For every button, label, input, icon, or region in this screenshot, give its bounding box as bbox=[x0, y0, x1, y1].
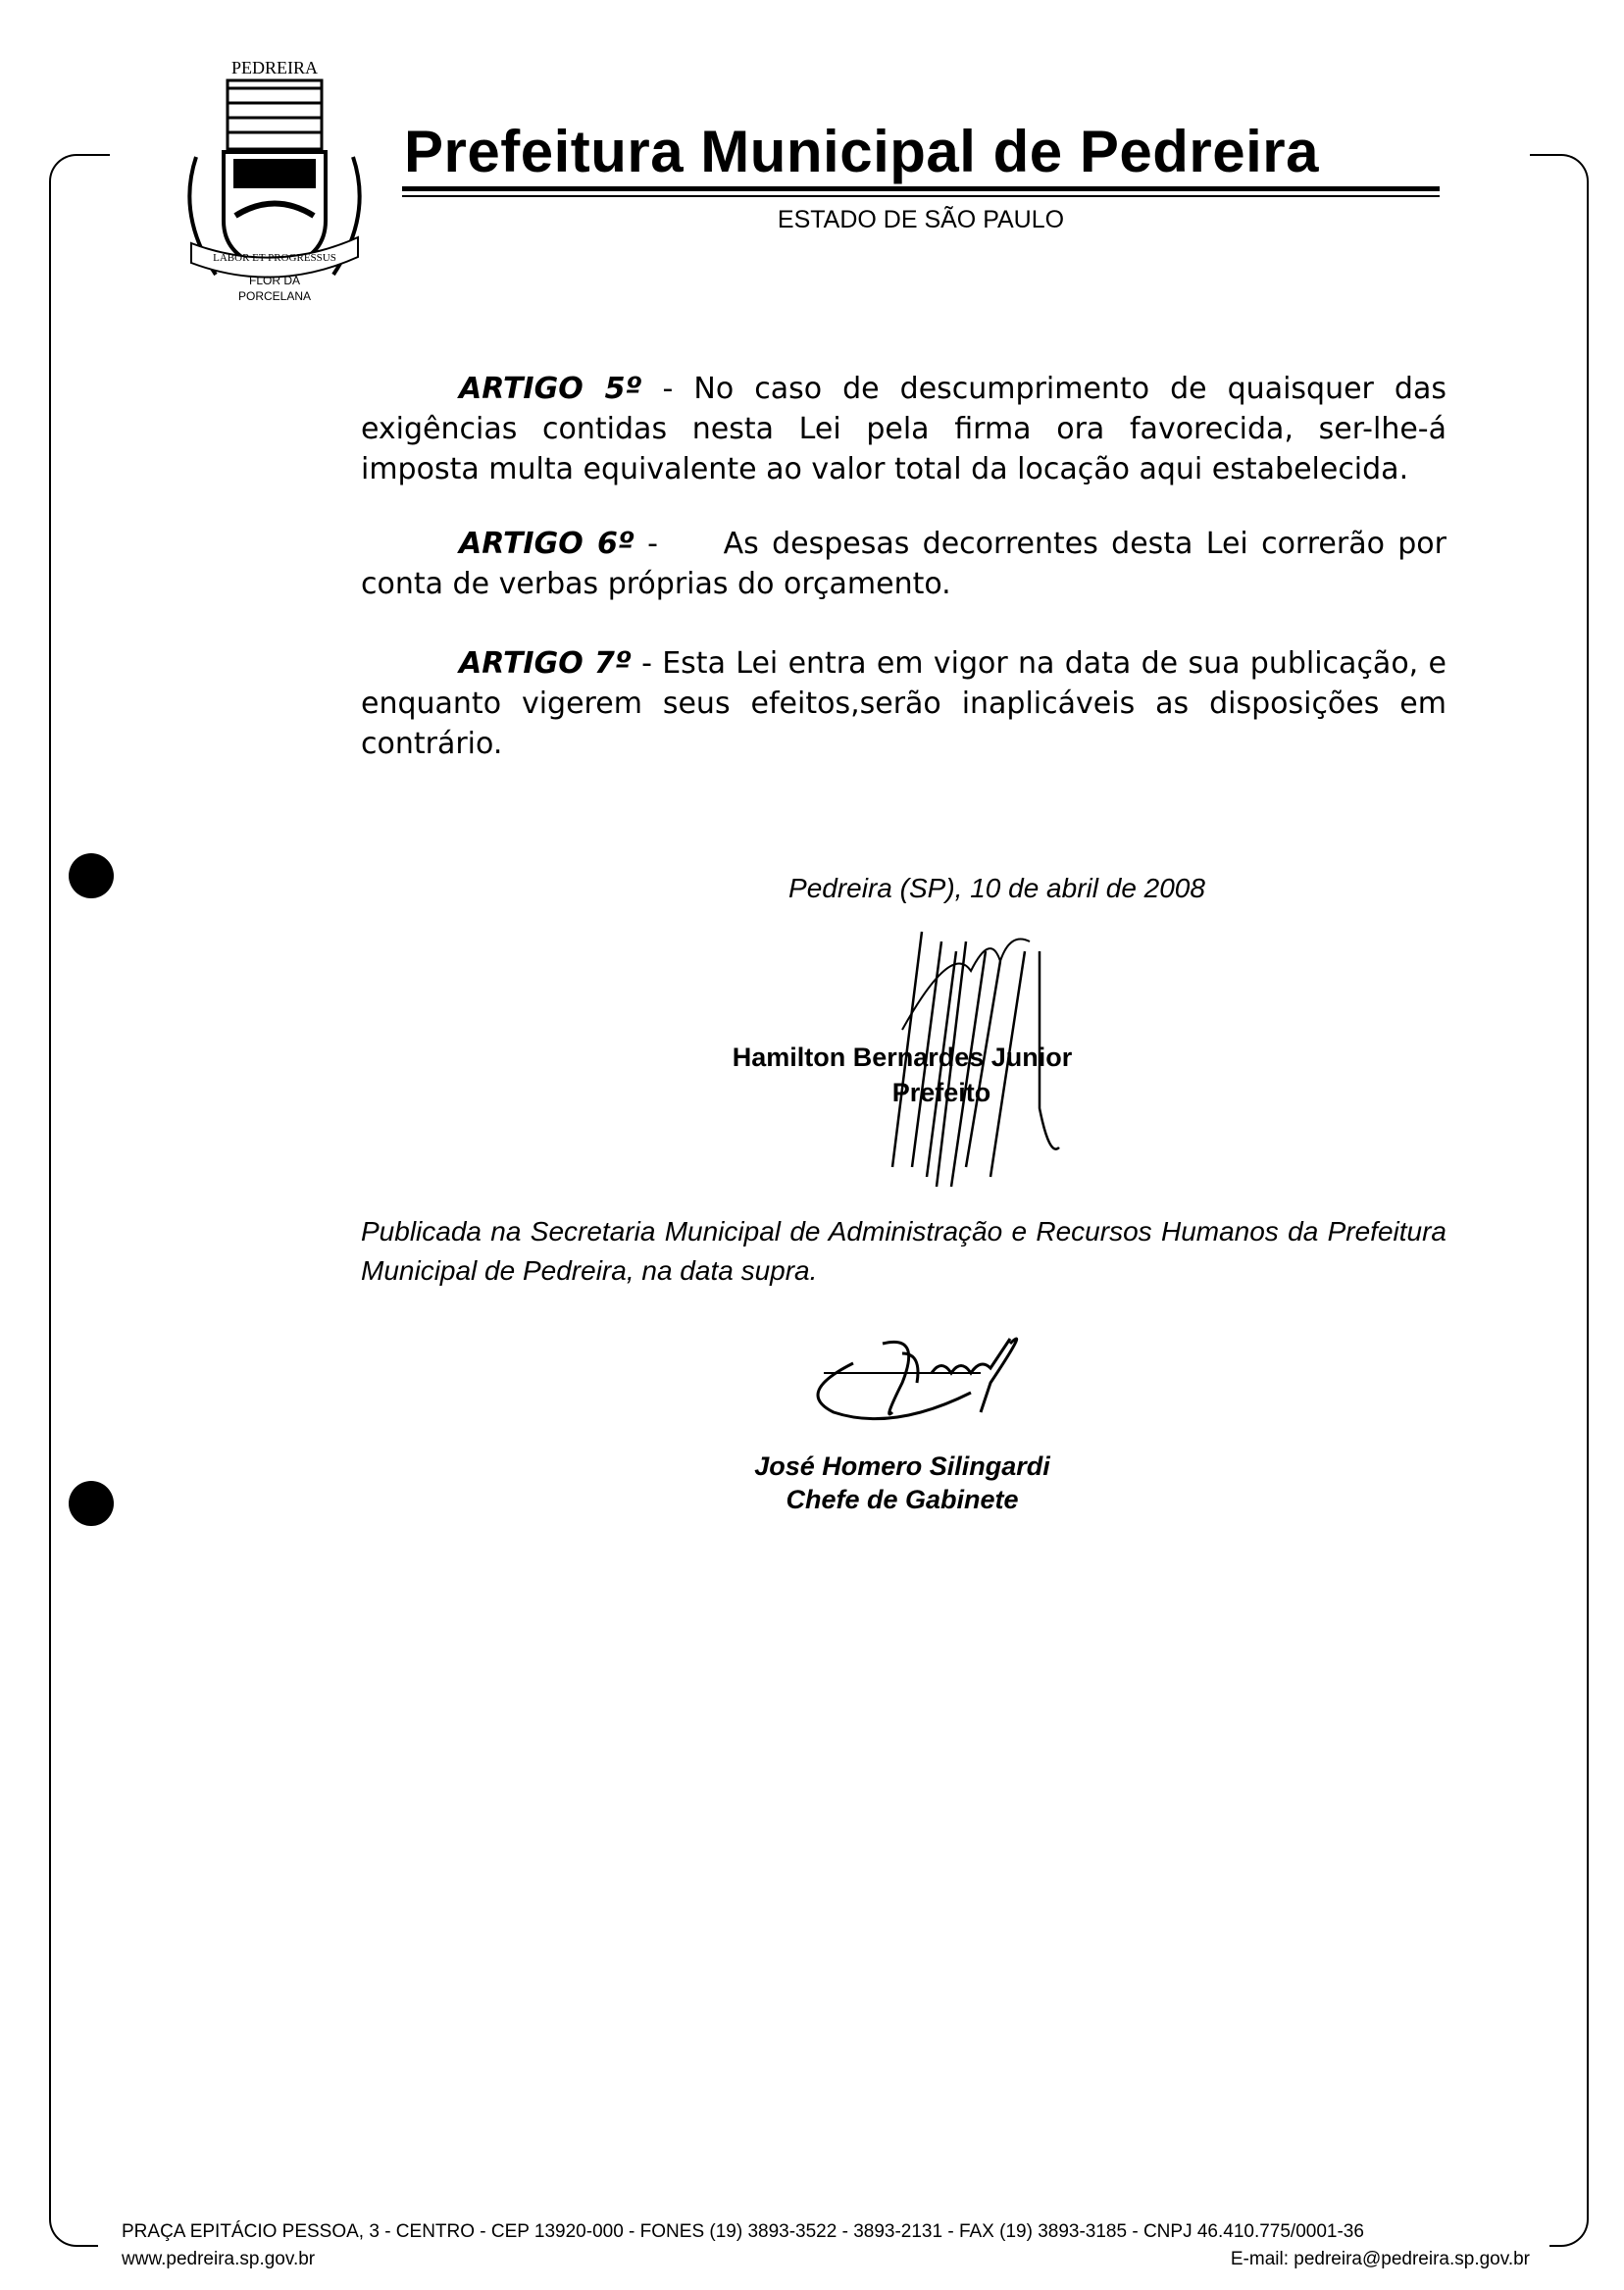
article-text: - No caso de descumprimento de quaisquer das exigências contidas nesta Lei pela firma ora favorecida, ser-lhe-á imposta multa equivalente ao valor total da locação aqui estabelecida. bbox=[361, 372, 1446, 486]
footer-website[interactable]: www.pedreira.sp.gov.br bbox=[122, 2249, 316, 2269]
crest-motto: LABOR ET PROGRESSUS bbox=[213, 252, 336, 264]
footer-email[interactable]: E-mail: pedreira@pedreira.sp.gov.br bbox=[1230, 2249, 1530, 2269]
title-underline-thin bbox=[402, 195, 1440, 197]
article-text: - Esta Lei entra em vigor na data de sua publicação, e enquanto vigerem seus efeitos,serão inaplicáveis as disposições em contrário. bbox=[361, 646, 1446, 761]
state-subtitle: ESTADO DE SÃO PAULO bbox=[777, 206, 1065, 233]
mayor-role: Prefeito bbox=[891, 1078, 991, 1107]
punch-hole bbox=[69, 853, 114, 898]
signature-chief bbox=[785, 1304, 1098, 1451]
page-frame-left bbox=[49, 154, 110, 2247]
article-text: - As despesas decorrentes desta Lei correrão por conta de verbas próprias do orçamento. bbox=[361, 527, 1456, 601]
article-5 bbox=[361, 369, 1446, 489]
page-title: Prefeitura Municipal de Pedreira bbox=[404, 119, 1319, 184]
page-frame-right bbox=[1530, 154, 1589, 2247]
crest-bottom-text-2: PORCELANA bbox=[237, 289, 312, 303]
crest-bottom-text-1: FLOR DA bbox=[248, 274, 301, 287]
mayor-name: Hamilton Bernardes Junior bbox=[732, 1043, 1073, 1072]
chief-role: Chefe de Gabinete bbox=[786, 1485, 1019, 1514]
publication-note: Publicada na Secretaria Municipal de Administração e Recursos Humanos da Prefeitura Municipal de Pedreira, na data supra. bbox=[361, 1216, 1446, 1286]
article-7 bbox=[361, 643, 1446, 764]
date-line: Pedreira (SP), 10 de abril de 2008 bbox=[788, 873, 1205, 903]
article-label: ARTIGO 6º bbox=[459, 527, 634, 561]
title-underline bbox=[402, 186, 1440, 191]
footer-address: PRAÇA EPITÁCIO PESSOA, 3 - CENTRO - CEP 13920-000 - FONES (19) 3893-3522 - 3893-2131 - FAX (19) 3893-3185 - CNPJ 46.410.775/0001-36 bbox=[122, 2221, 1364, 2242]
coat-of-arms-logo bbox=[167, 49, 382, 304]
punch-hole bbox=[69, 1481, 114, 1526]
crest-top-text: PEDREIRA bbox=[230, 58, 319, 77]
article-label: ARTIGO 7º bbox=[459, 646, 632, 681]
chief-name: José Homero Silingardi bbox=[754, 1451, 1050, 1481]
article-label: ARTIGO 5º bbox=[459, 372, 642, 406]
article-6 bbox=[361, 524, 1456, 604]
